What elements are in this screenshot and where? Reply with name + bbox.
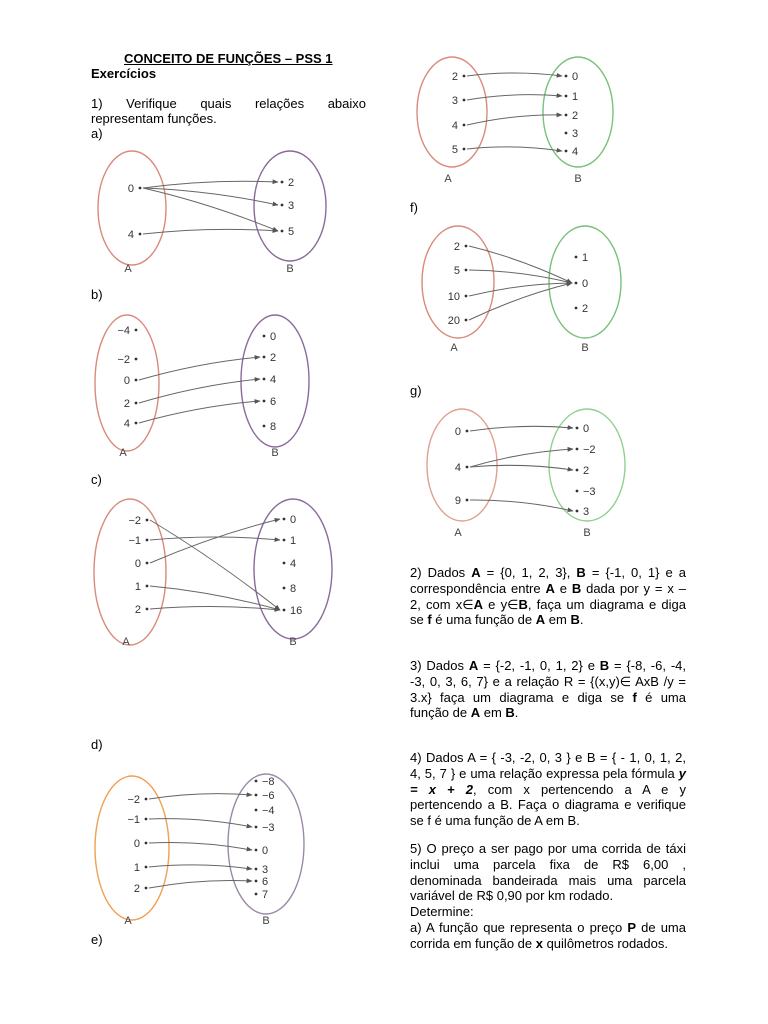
set-b-dot (565, 150, 568, 153)
mapping-arrow (467, 147, 562, 151)
set-b-element: 2 (572, 110, 579, 122)
q5-text: 5) O preço a ser pago por uma corrida de táxi inclui uma parcela fixa de R$ 6,00 , denominada bandeirada mais uma parcela variável de R$ 0,90 por km rodado. (410, 841, 686, 904)
set-a-dot (145, 842, 148, 845)
set-b-dot (576, 490, 579, 493)
set-a-dot (135, 379, 138, 382)
q5-item-a (410, 920, 686, 952)
mapping-arrow (467, 95, 562, 100)
set-a-dot (465, 319, 468, 322)
set-b-dot (281, 181, 284, 184)
set-a-element: −1 (127, 814, 140, 826)
set-b-element: 3 (572, 128, 579, 140)
q2-text: = {-1, 0, 1} e a correspondência entre (410, 565, 686, 596)
set-a-dot (463, 124, 466, 127)
set-a-dot (465, 269, 468, 272)
diagram-c (90, 497, 340, 657)
page-subtitle: Exercícios (91, 66, 157, 81)
set-b-element: 3 (583, 506, 590, 518)
set-b-element: 2 (583, 465, 590, 477)
set-a-element: −2 (128, 515, 141, 527)
set-a-ellipse (98, 151, 166, 265)
q1-word: abaixo (327, 96, 366, 111)
set-b-dot (263, 400, 266, 403)
set-a-element: 5 (453, 265, 460, 277)
mapping-arrow (469, 283, 572, 296)
q3-text: = {-2, -1, 0, 1, 2} e (478, 658, 600, 673)
set-a-dot (145, 866, 148, 869)
set-a-element: 20 (447, 315, 460, 327)
q3-text: 3) Dados (410, 658, 469, 673)
question-5 (410, 841, 686, 952)
set-a-dot (146, 585, 149, 588)
q2-text: . (579, 612, 584, 628)
set-b-element: 3 (288, 200, 295, 212)
set-a-dot (145, 887, 148, 890)
set-a-element: −4 (117, 325, 130, 337)
set-b-element: 0 (583, 423, 590, 435)
set-a-dot (146, 608, 149, 611)
q4-text: 4) Dados A = { -3, -2, 0, 3 } e B = { - 1, 0, 1, 2, 4, 5, 7 } e uma relação expressa pela fórmula (410, 750, 686, 781)
set-b-name: B (574, 173, 582, 185)
diagram-e (410, 52, 610, 192)
set-b-element: 8 (270, 421, 277, 433)
set-a-element: 4 (454, 462, 461, 474)
label-a: a) (91, 126, 103, 141)
set-b-dot (575, 307, 578, 310)
set-a-element: −2 (117, 354, 130, 366)
set-a-element: 1 (134, 581, 141, 593)
q5-determine: Determine: (410, 904, 474, 920)
set-a-name: A (119, 447, 127, 459)
q1-word: quais (200, 96, 232, 111)
set-b-element: −3 (583, 486, 596, 498)
set-b-element: 3 (262, 864, 269, 876)
mapping-arrow (143, 188, 278, 231)
mapping-arrow (469, 246, 572, 283)
set-a-dot (146, 519, 149, 522)
set-b-element: 4 (572, 146, 579, 158)
question-1 (91, 96, 366, 126)
q2-text: é uma função de (431, 612, 536, 628)
set-a-element: 4 (123, 418, 130, 430)
set-a-element: 2 (123, 398, 130, 410)
q5a-text: a) A função que representa o preço (410, 919, 628, 935)
diagram-d (90, 774, 340, 936)
mapping-arrow (143, 188, 278, 205)
set-b-dot (263, 356, 266, 359)
set-b-element: −2 (583, 444, 596, 456)
q2-set-a: A (471, 565, 481, 580)
set-a-element: 2 (133, 883, 140, 895)
set-b-element: −3 (262, 822, 275, 834)
q3-function: f (632, 689, 637, 705)
set-b-element: 1 (290, 535, 297, 547)
set-b-element: 4 (290, 558, 297, 570)
q2-text: , faça um diagrama e diga se (410, 596, 687, 628)
diagram-b (90, 313, 340, 463)
q2-text: e y∈ (483, 596, 519, 612)
set-a-dot (146, 539, 149, 542)
set-b-element: 8 (290, 583, 297, 595)
mapping-arrow (470, 465, 573, 470)
mapping-arrow (470, 449, 573, 467)
q2-text: e (554, 580, 572, 596)
mapping-arrow (467, 73, 562, 76)
set-b-dot (565, 114, 568, 117)
set-b-element: 1 (572, 91, 579, 103)
set-a-element: 2 (451, 71, 458, 83)
set-b-dot (255, 780, 258, 783)
q2-text: 2) Dados (410, 565, 472, 580)
set-a-element: 2 (134, 604, 141, 616)
set-a-dot (146, 562, 149, 565)
set-b-dot (283, 539, 286, 542)
label-g: g) (410, 383, 422, 398)
q5a-text: quilômetros rodados. (542, 935, 668, 951)
q5a-var-x: x (535, 935, 543, 951)
q1-word: 1) (91, 96, 103, 111)
set-b-element: 5 (288, 226, 295, 238)
set-b-name: B (289, 636, 297, 648)
set-b-element: −8 (262, 776, 275, 788)
set-b-dot (283, 562, 286, 565)
mapping-arrow (150, 520, 280, 610)
set-b-element: 7 (262, 889, 269, 901)
q4-text: , com x pertencendo a A e y pertencendo a B. Faça o diagrama e verifique se f é uma função de A em B. (410, 781, 687, 829)
mapping-arrow (149, 819, 252, 827)
set-b-dot (565, 75, 568, 78)
q3-text: em (480, 705, 506, 721)
set-b-dot (255, 880, 258, 883)
set-a-name: A (124, 263, 132, 275)
q2-text: = {0, 1, 2, 3}, (480, 565, 577, 580)
set-a-element: 1 (133, 862, 140, 874)
set-a-dot (466, 499, 469, 502)
set-a-name: A (444, 173, 452, 185)
question-4 (410, 750, 686, 829)
set-b-dot (255, 868, 258, 871)
set-b-element: 2 (270, 352, 277, 364)
set-b-element: 0 (582, 278, 589, 290)
set-b-element: 6 (262, 876, 269, 888)
set-a-element: −2 (127, 794, 140, 806)
set-b-element: 2 (288, 177, 295, 189)
question-3 (410, 658, 686, 721)
page-title: CONCEITO DE FUNÇÕES – PSS 1 (124, 51, 333, 66)
set-b-dot (575, 282, 578, 285)
mapping-arrow (149, 865, 252, 869)
q3-text: . (514, 705, 519, 721)
diagram-a (90, 148, 340, 276)
set-b-dot (283, 587, 286, 590)
set-b-name: B (271, 447, 279, 459)
label-f: f) (410, 200, 418, 215)
set-b-dot (281, 230, 284, 233)
set-b-element: 0 (572, 71, 579, 83)
set-a-element: −1 (128, 535, 141, 547)
mapping-arrow (469, 283, 572, 320)
set-a-element: 0 (127, 183, 134, 195)
set-a-ellipse (427, 409, 497, 521)
set-a-dot (145, 818, 148, 821)
q1-line2: representam funções. (91, 111, 217, 126)
set-b-name: B (581, 342, 589, 354)
set-b-dot (565, 95, 568, 98)
set-b-element: 1 (582, 252, 589, 264)
set-b-dot (565, 132, 568, 135)
set-a-element: 4 (451, 120, 458, 132)
set-b-name: B (262, 915, 270, 927)
set-a-dot (145, 798, 148, 801)
diagram-f (410, 222, 610, 360)
q1-word: relações (254, 96, 305, 111)
set-b-element: −6 (262, 790, 275, 802)
set-a-element: 2 (453, 241, 460, 253)
label-b: b) (91, 287, 103, 302)
set-a-element: 4 (127, 229, 134, 241)
q3-text: é uma função de (410, 689, 686, 721)
set-b-dot (576, 448, 579, 451)
q5a-text: de uma corrida em função de (410, 919, 686, 951)
mapping-arrow (149, 842, 252, 850)
q2-set-b: B (576, 565, 586, 580)
set-b-dot (255, 794, 258, 797)
set-a-element: 9 (454, 495, 461, 507)
q1-word: Verifique (126, 96, 177, 111)
set-b-element: 0 (262, 845, 269, 857)
label-e: e) (91, 932, 103, 947)
set-b-element: −4 (262, 805, 275, 817)
q5a-var-p: P (627, 919, 636, 935)
set-b-element: 0 (270, 331, 277, 343)
set-b-name: B (286, 263, 294, 275)
mapping-arrow (150, 519, 280, 563)
set-a-dot (135, 329, 138, 332)
set-b-dot (255, 809, 258, 812)
set-b-dot (255, 849, 258, 852)
set-b-element: 0 (290, 514, 297, 526)
set-b-dot (576, 510, 579, 513)
set-a-element: 5 (451, 144, 458, 156)
mapping-arrow (467, 115, 562, 125)
set-b-dot (263, 335, 266, 338)
set-a-dot (463, 99, 466, 102)
set-b-dot (263, 378, 266, 381)
q2-set-a: A (473, 596, 483, 612)
set-b-element: 16 (290, 605, 303, 617)
set-b-dot (255, 826, 258, 829)
q4-formula: y = x + 2 (410, 765, 686, 797)
mapping-arrow (469, 270, 572, 283)
set-b-name: B (583, 527, 591, 539)
diagram-g (410, 405, 610, 545)
question-2 (410, 565, 686, 628)
set-a-dot (466, 430, 469, 433)
set-a-dot (465, 295, 468, 298)
set-b-dot (255, 893, 258, 896)
q3-set-b: B (505, 705, 515, 721)
set-a-dot (463, 75, 466, 78)
q2-text: dada por y = x – 2, com x∈ (410, 580, 686, 612)
set-b-dot (283, 518, 286, 521)
set-a-dot (135, 422, 138, 425)
set-a-dot (466, 466, 469, 469)
set-a-name: A (124, 915, 132, 927)
q2-set-a: A (535, 612, 546, 628)
set-a-element: 10 (447, 291, 460, 303)
q2-set-b: B (518, 596, 528, 612)
set-b-dot (575, 256, 578, 259)
set-b-dot (263, 425, 266, 428)
set-b-dot (281, 204, 284, 207)
set-a-name: A (454, 527, 462, 539)
set-a-dot (139, 187, 142, 190)
q2-set-b: B (570, 612, 580, 628)
q2-text: em (545, 612, 571, 628)
set-a-dot (135, 358, 138, 361)
set-a-element: 3 (451, 95, 458, 107)
label-d: d) (91, 737, 103, 752)
q3-set-a: A (470, 705, 481, 721)
set-a-dot (135, 402, 138, 405)
q2-function: f (427, 612, 432, 628)
set-b-dot (576, 469, 579, 472)
set-a-name: A (122, 636, 130, 648)
label-c: c) (91, 472, 102, 487)
q2-set-a: A (545, 580, 555, 596)
set-a-dot (465, 245, 468, 248)
set-b-element: 2 (582, 303, 589, 315)
set-b-dot (576, 427, 579, 430)
set-a-name: A (450, 342, 458, 354)
set-a-element: 0 (134, 558, 141, 570)
set-b-dot (283, 609, 286, 612)
set-b-element: 6 (270, 396, 277, 408)
q3-set-b: B (599, 658, 610, 673)
set-a-dot (463, 148, 466, 151)
q2-set-b: B (571, 580, 582, 596)
set-a-element: 0 (133, 838, 140, 850)
q3-set-a: A (468, 658, 479, 673)
set-a-dot (139, 233, 142, 236)
set-b-element: 4 (270, 374, 277, 386)
set-a-element: 0 (123, 375, 130, 387)
set-a-element: 0 (454, 426, 461, 438)
q3-text: = {-8, -6, -4, -3, 0, 3, 6, 7} e a relação R = {(x,y)∈ AxB /y = 3.x} faça um diagrama e diga se (410, 658, 686, 705)
